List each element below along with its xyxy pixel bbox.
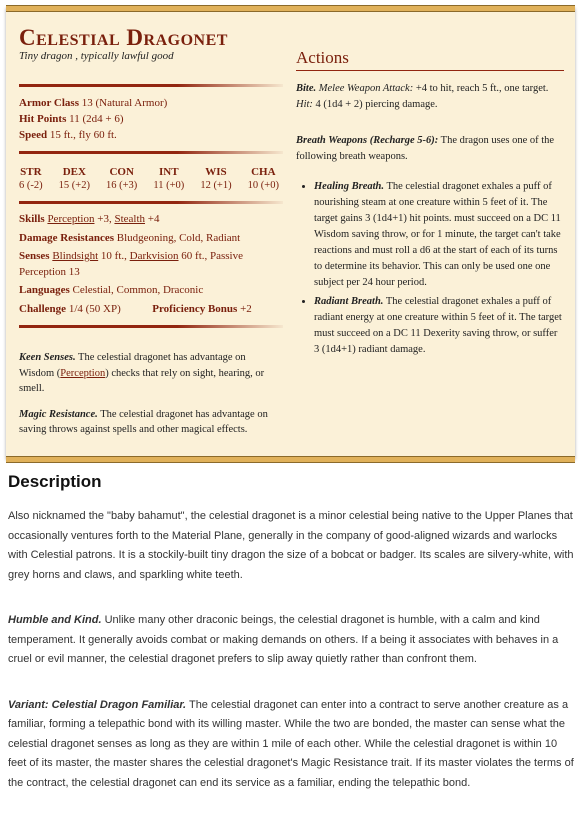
perception-link[interactable]: Perception	[47, 213, 95, 225]
perception-link[interactable]: Perception	[60, 367, 106, 379]
action-bite: Bite. Melee Weapon Attack: +4 to hit, reach 5 ft., one target. Hit: 4 (1d4 + 2) piercing damage.	[296, 83, 549, 110]
stat-block-left-column	[19, 18, 283, 448]
description-section	[8, 472, 575, 793]
creature-name: Celestial Dragonet	[19, 25, 228, 50]
stealth-link[interactable]: Stealth	[114, 213, 146, 225]
stat-block-bottom-border	[6, 456, 575, 463]
languages: Languages Celestial, Common, Draconic	[19, 284, 204, 296]
list-item: • Healing Breath. The celestial dragonet exhales a puff of nourishing steam at one creature within 5 feet of it. The target gains 3 (1d4+1) hit points. must succeed on a DC 11 Wisdom saving throw, or for 1 minute, the target can't take reactions and must roll a d6 at the start of each of its turns to determine its behavior. This can only be used one one subject per 24 hour period.	[314, 179, 564, 291]
ability-dex: DEX 15 (+2)	[58, 166, 90, 191]
challenge-row: Challenge 1/4 (50 XP) Proficiency Bonus +2	[19, 302, 252, 315]
stat-block	[6, 8, 575, 460]
actions-heading: Actions	[296, 48, 564, 71]
action-breath-weapons: Breath Weapons (Recharge 5-6): The dragon uses one of the following breath weapons.	[296, 135, 555, 162]
divider	[19, 84, 283, 87]
armor-class: Armor Class 13 (Natural Armor)	[19, 97, 168, 109]
speed: Speed 15 ft., fly 60 ft.	[19, 129, 117, 141]
creature-properties	[19, 212, 283, 317]
blindsight-link[interactable]: Blindsight	[52, 250, 99, 262]
description-paragraph: Also nicknamed the "baby bahamut", the celestial dragonet is a minor celestial being native to the Upper Planes that occasionally ventures forth to the Material Plane, generally in the company of good-aligned wizards and warlocks with Celestial patrons. It is a stockily-built tiny dragon the size of a bobcat or badger. Its scales are silvery-white, with grey horns and claws, and sparkling white teeth.	[8, 510, 574, 581]
trait-magic-resistance: Magic Resistance. The celestial dragonet has advantage on saving throws against spells and other magical effects.	[19, 408, 268, 435]
creature-meta: Tiny dragon , typically lawful good	[19, 50, 174, 62]
breath-weapon-list	[296, 179, 564, 358]
skills: Skills Perception +3, Stealth +4	[19, 213, 160, 225]
ability-str: STR 6 (-2)	[19, 166, 43, 191]
darkvision-link[interactable]: Darkvision	[129, 250, 179, 262]
proficiency-label: Proficiency Bonus	[152, 302, 238, 315]
hit-points: Hit Points 11 (2d4 + 6)	[19, 113, 124, 125]
ability-int: INT 11 (+0)	[153, 166, 185, 191]
ability-con: CON 16 (+3)	[106, 166, 138, 191]
description-heading: Description	[8, 472, 102, 491]
divider	[19, 201, 283, 204]
trait-keen-senses: Keen Senses. The celestial dragonet has advantage on Wisdom (Perception) checks that rely on sight, hearing, or smell.	[19, 352, 265, 394]
challenge: 1/4 (50 XP)	[68, 302, 121, 315]
familiar-variant-paragraph: Variant: Celestial Dragon Familiar. The celestial dragonet can enter into a contract to serve another creature as a familiar, forming a telepathic bond with its willing master. While the two are bonded, the master can sense what the celestial dragonet senses as long as they are within 1 mile of each other. While the celestial dragonet is within 10 feet of its master, the master shares the celestial dragonet's Magic Resistance trait. If its master violates the terms of the contract, the celestial dragonet can end its service as a familiar, ending the telepathic bond.	[8, 698, 574, 789]
list-item: • Radiant Breath. The celestial dragonet exhales a puff of radiant energy at one creature within 5 feet of it. The target must succeed on a DC 11 Dexerity saving throw, or suffer 3 (1d4+1) radiant damage.	[314, 294, 564, 358]
ability-scores	[19, 162, 279, 193]
humble-and-kind-paragraph: Humble and Kind. Unlike many other draconic beings, the celestial dragonet is humble, with a calm and kind temperament. It generally avoids combat or making demands on others. If a being it associates with behaves in a cruel or evil manner, the celestial dragonet prefers to slip away quietly rather than confront them.	[8, 614, 559, 665]
ability-cha: CHA 10 (+0)	[247, 166, 279, 191]
stat-block-right-column	[296, 48, 564, 361]
senses: Senses Blindsight 10 ft., Darkvision 60 ft., Passive Perception 13	[19, 250, 244, 278]
divider	[19, 151, 283, 154]
proficiency: +2	[240, 302, 252, 315]
ability-wis: WIS 12 (+1)	[200, 166, 232, 191]
stat-block-top-border	[6, 5, 575, 12]
damage-resistances: Damage Resistances Bludgeoning, Cold, Radiant	[19, 231, 241, 244]
divider	[19, 325, 283, 328]
